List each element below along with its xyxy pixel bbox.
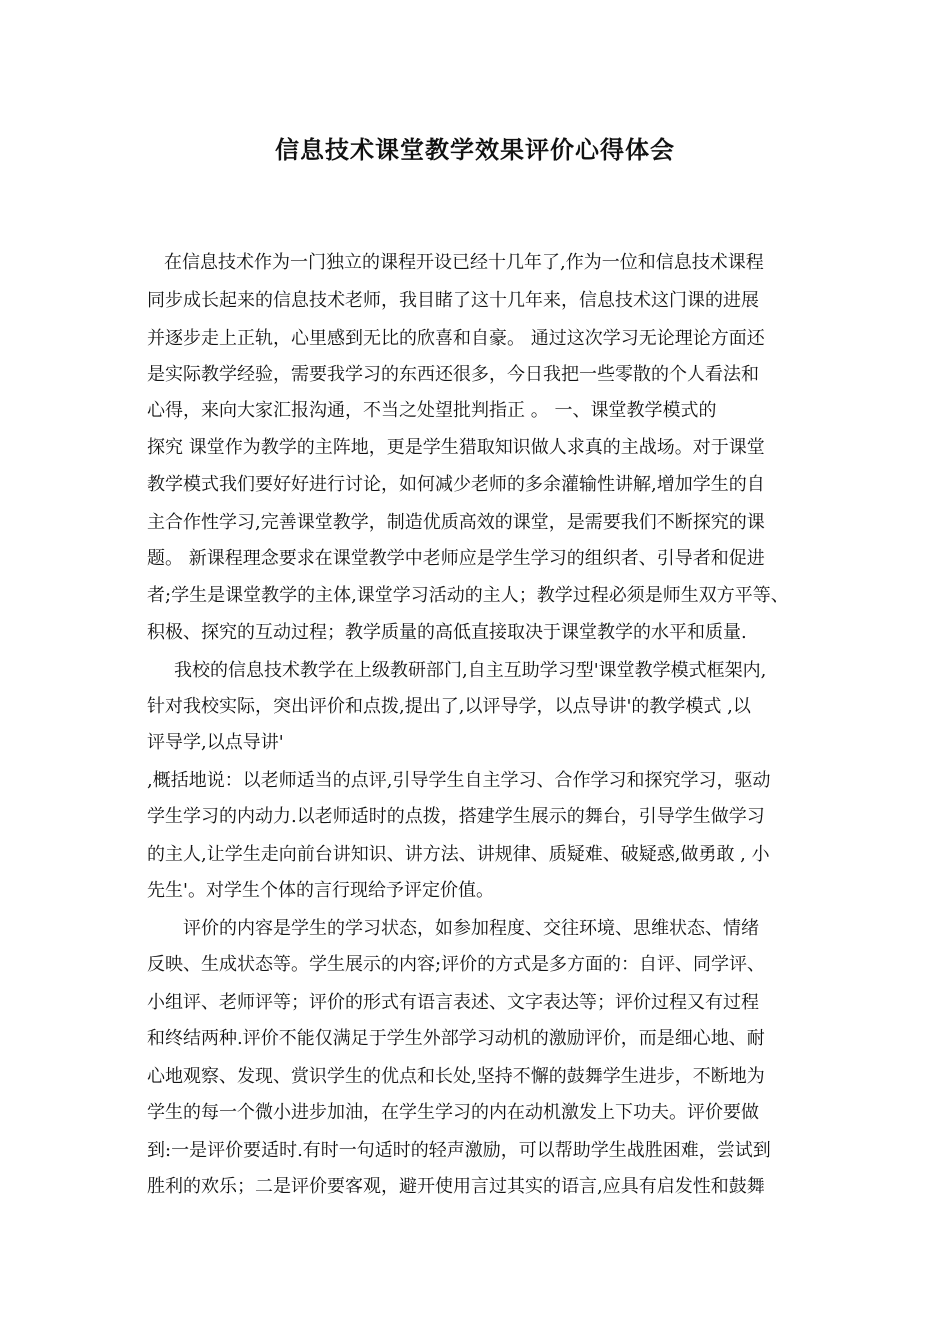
text-line: 和终结两种.评价不能仅满足于学生外部学习动机的激励评价，而是细心地、耐	[147, 1028, 765, 1049]
text-line: 主合作性学习,完善课堂教学，制造优质高效的课堂，是需要我们不断探究的课	[147, 512, 765, 533]
text-line: 题。 新课程理念要求在课堂教学中老师应是学生学习的组织者、引导者和促进	[147, 548, 765, 569]
text-line: 评导学,以点导讲'	[147, 732, 284, 753]
text-line: 探究 课堂作为教学的主阵地，更是学生猎取知识做人求真的主战场。对于课堂	[147, 437, 765, 458]
text-line: 心地观察、发现、赏识学生的优点和长处,坚持不懈的鼓舞学生进步，不断地为	[147, 1066, 765, 1087]
text-line: 者;学生是课堂教学的主体,课堂学习活动的主人；教学过程必须是师生双方平等、	[147, 585, 789, 606]
text-line: 评价的内容是学生的学习状态，如参加程度、交往环境、思维状态、情绪	[183, 918, 759, 939]
text-line: 学生学习的内动力.以老师适时的点拨，搭建学生展示的舞台，引导学生做学习	[147, 806, 765, 827]
text-line: 教学模式我们要好好进行讨论，如何减少老师的多余灌输性讲解,增加学生的自	[147, 474, 765, 495]
text-line: 心得，来向大家汇报沟通，不当之处望批判指正 。 一、课堂教学模式的	[147, 400, 717, 421]
text-line: 是实际教学经验，需要我学习的东西还很多，今日我把一些零散的个人看法和	[147, 364, 759, 385]
text-line: 我校的信息技术教学在上级教研部门,自主互助学习型'课堂教学模式框架内,	[174, 660, 767, 681]
text-line: 并逐步走上正轨，心里感到无比的欣喜和自豪。 通过这次学习无论理论方面还	[147, 328, 765, 349]
text-line: 同步成长起来的信息技术老师，我目睹了这十几年来，信息技术这门课的进展	[147, 290, 759, 311]
text-line: 胜利的欢乐；二是评价要客观，避开使用言过其实的语言,应具有启发性和鼓舞	[147, 1176, 765, 1197]
text-line: 的主人,让学生走向前台讲知识、讲方法、讲规律、质疑难、破疑惑,做勇敢 , 小	[147, 844, 770, 865]
text-line: 学生的每一个微小进步加油，在学生学习的内在动机激发上下功夫。评价要做	[147, 1102, 759, 1123]
text-line: 积极、探究的互动过程；教学质量的高低直接取决于课堂教学的水平和质量.	[147, 622, 747, 643]
text-line: 反映、生成状态等。学生展示的内容;评价的方式是多方面的：自评、同学评、	[147, 954, 766, 975]
document-title: 信息技术课堂教学效果评价心得体会	[275, 135, 675, 164]
text-line: ,概括地说：以老师适当的点评,引导学生自主学习、合作学习和探究学习，驱动	[147, 770, 771, 791]
text-line: 在信息技术作为一门独立的课程开设已经十几年了,作为一位和信息技术课程	[164, 252, 764, 273]
text-line: 到:一是评价要适时.有时一句适时的轻声激励，可以帮助学生战胜困难，尝试到	[147, 1140, 771, 1161]
text-line: 小组评、老师评等；评价的形式有语言表述、文字表达等；评价过程又有过程	[147, 992, 759, 1013]
text-line: 针对我校实际，突出评价和点拨,提出了,以评导学，以点导讲'的教学模式 ,以	[147, 696, 751, 717]
text-line: 先生'。对学生个体的言行现给予评定价值。	[147, 880, 494, 901]
